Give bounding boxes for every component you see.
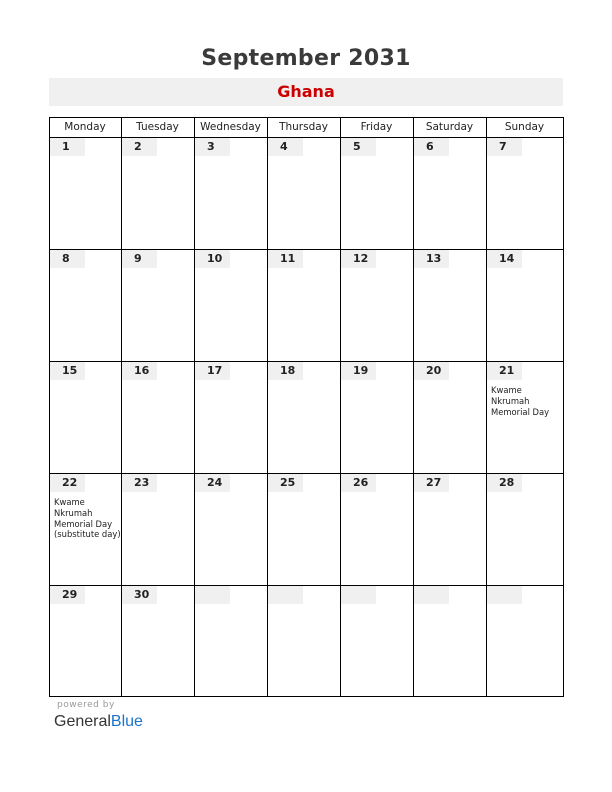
day-number (341, 586, 376, 604)
generalblue-logo[interactable] (54, 713, 143, 731)
day-cell[interactable] (121, 473, 194, 585)
day-cell[interactable] (194, 137, 267, 249)
day-cell[interactable] (413, 473, 486, 585)
day-cell[interactable] (267, 473, 340, 585)
day-cell[interactable] (413, 137, 486, 249)
holiday-event: Kwame Nkrumah Memorial Day (substitute day) (54, 497, 121, 540)
day-cell[interactable] (413, 585, 486, 696)
day-cell[interactable] (486, 585, 563, 696)
day-cell[interactable] (486, 137, 563, 249)
day-cell[interactable] (121, 361, 194, 473)
grid-line-vertical (267, 117, 268, 697)
weekday-header: Tuesday (136, 121, 179, 133)
day-cell[interactable] (49, 249, 121, 361)
day-number: 21 (487, 362, 522, 380)
calendar-title: September 2031 (201, 46, 411, 71)
day-number: 3 (195, 138, 230, 156)
day-number: 17 (195, 362, 230, 380)
weekday-header: Sunday (504, 121, 545, 133)
day-number (414, 586, 449, 604)
day-number: 22 (50, 474, 85, 492)
day-number: 6 (414, 138, 449, 156)
day-number: 9 (122, 250, 157, 268)
grid-line-horizontal (49, 473, 564, 474)
weekday-header: Thursday (279, 121, 328, 133)
calendar-grid (49, 117, 564, 697)
grid-line-vertical (49, 117, 50, 697)
day-cell[interactable] (121, 249, 194, 361)
day-cell[interactable] (49, 585, 121, 696)
logo-blue: Blue (110, 713, 143, 730)
day-number (487, 586, 522, 604)
grid-line-vertical (121, 117, 122, 697)
day-cell[interactable] (413, 361, 486, 473)
day-number: 14 (487, 250, 522, 268)
day-cell[interactable] (413, 249, 486, 361)
weekday-header: Saturday (425, 121, 474, 133)
day-cell[interactable] (121, 585, 194, 696)
day-cell[interactable] (486, 361, 563, 473)
day-number: 29 (50, 586, 85, 604)
grid-line-horizontal (49, 585, 564, 586)
country-name: Ghana (49, 78, 563, 106)
day-number: 18 (268, 362, 303, 380)
day-number: 11 (268, 250, 303, 268)
grid-line-vertical (194, 117, 195, 697)
day-number: 10 (195, 250, 230, 268)
day-cell[interactable] (267, 585, 340, 696)
weekday-header: Monday (64, 121, 106, 133)
day-cell[interactable] (340, 473, 413, 585)
day-number: 15 (50, 362, 85, 380)
day-cell[interactable] (486, 473, 563, 585)
day-number: 12 (341, 250, 376, 268)
day-cell[interactable] (49, 137, 121, 249)
weekday-header: Friday (360, 121, 393, 133)
day-number: 7 (487, 138, 522, 156)
day-cell[interactable] (194, 361, 267, 473)
grid-line-vertical (413, 117, 414, 697)
day-cell[interactable] (340, 249, 413, 361)
day-number: 4 (268, 138, 303, 156)
day-cell[interactable] (121, 137, 194, 249)
grid-line-horizontal (49, 361, 564, 362)
day-cell[interactable] (267, 361, 340, 473)
day-number: 20 (414, 362, 449, 380)
day-cell[interactable] (486, 249, 563, 361)
day-cell[interactable] (194, 585, 267, 696)
powered-by-label: powered by (57, 700, 115, 710)
grid-line-horizontal (49, 696, 564, 697)
day-cell[interactable] (49, 473, 121, 585)
day-number: 27 (414, 474, 449, 492)
day-number: 26 (341, 474, 376, 492)
grid-line-horizontal (49, 117, 564, 118)
day-number: 5 (341, 138, 376, 156)
day-number: 28 (487, 474, 522, 492)
day-number: 23 (122, 474, 157, 492)
grid-line-vertical (340, 117, 341, 697)
grid-line-horizontal (49, 137, 564, 138)
day-number: 1 (50, 138, 85, 156)
day-number: 24 (195, 474, 230, 492)
day-cell[interactable] (340, 361, 413, 473)
day-number: 16 (122, 362, 157, 380)
day-number (195, 586, 230, 604)
holiday-event: Kwame Nkrumah Memorial Day (491, 385, 550, 417)
day-cell[interactable] (194, 473, 267, 585)
day-cell[interactable] (340, 137, 413, 249)
logo-general: General (54, 713, 111, 730)
day-number (268, 586, 303, 604)
weekday-header: Wednesday (200, 121, 261, 133)
day-cell[interactable] (49, 361, 121, 473)
day-cell[interactable] (194, 249, 267, 361)
day-number: 2 (122, 138, 157, 156)
day-number: 8 (50, 250, 85, 268)
day-number: 30 (122, 586, 157, 604)
day-number: 13 (414, 250, 449, 268)
grid-line-vertical (486, 117, 487, 697)
day-number: 25 (268, 474, 303, 492)
day-cell[interactable] (267, 137, 340, 249)
day-cell[interactable] (340, 585, 413, 696)
grid-line-horizontal (49, 249, 564, 250)
day-number: 19 (341, 362, 376, 380)
grid-line-vertical (563, 117, 564, 697)
day-cell[interactable] (267, 249, 340, 361)
